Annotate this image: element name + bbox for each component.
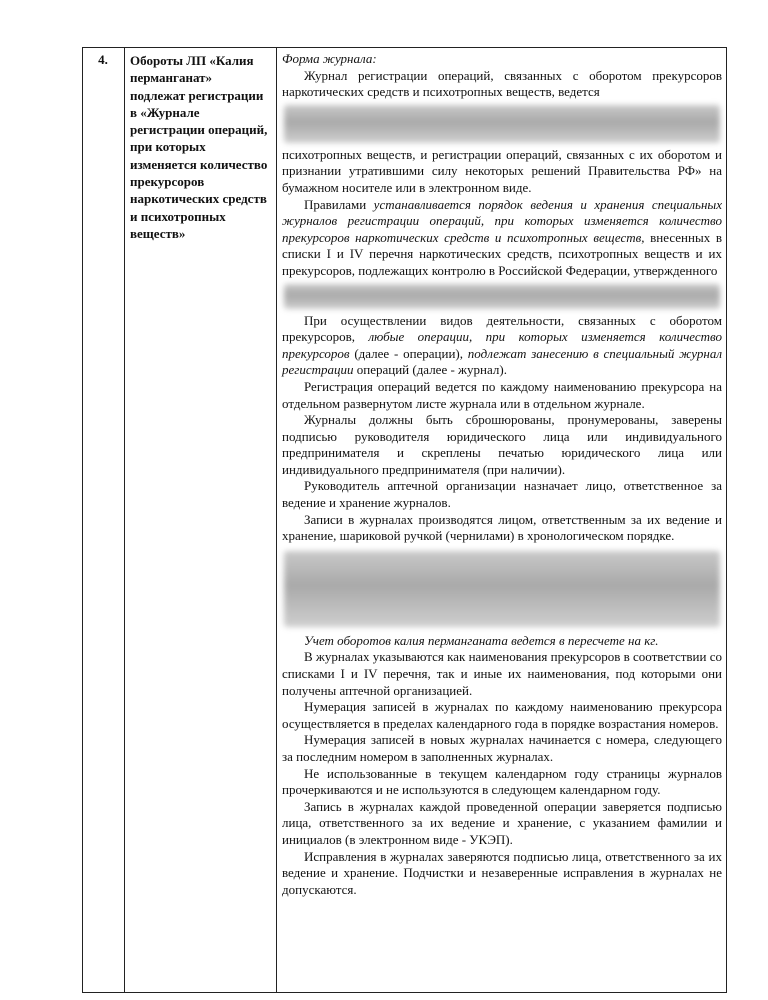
- column-divider-1: [124, 48, 125, 992]
- row-title: Обороты ЛП «Калия перманганат» подлежат регистрации в «Журнале регистрации операций, при которых изменяется количество прекурсоров наркотических средств и психотропных веществ»: [130, 53, 268, 241]
- paragraph-9: Учет оборотов калия перманганата ведется в пересчете на кг.: [304, 632, 659, 648]
- form-label: Форма журнала:: [282, 51, 377, 66]
- paragraph-15: Исправления в журналах заверяются подписью лица, ответственного за их ведение и хранение. Подчистки и незаверенные исправления в журналах не допускаются.: [282, 848, 722, 897]
- paragraph-10: В журналах указываются как наименования прекурсоров в соответствии со списками I и IV перечня, так и иные их наименования, под которыми они получены аптечной организацией.: [282, 649, 722, 698]
- row-number: 4.: [98, 52, 108, 67]
- paragraph-2: психотропных веществ, и регистрации операций, связанных с их оборотом и признании утратившими силу некоторых решений Правительства РФ» на бумажном носителе или в электронном виде.: [282, 146, 722, 195]
- redacted-block: [284, 551, 720, 627]
- regulation-table: [82, 47, 727, 993]
- paragraph-3: Правилами устанавливается порядок ведения и хранения специальных журналов регистрации операций, при которых изменяется количество прекурсоров наркотических средств и психотропных веществ, внесенных в списки I и IV перечня наркотических средств, психотропных веществ и их прекурсоров, подлежащих контролю в Российской Федерации, утвержденного: [282, 196, 722, 278]
- paragraph-7: Руководитель аптечной организации назначает лицо, ответственное за ведение и хранение журналов.: [282, 478, 722, 511]
- paragraph-14: Запись в журналах каждой проведенной операции заверяется подписью лица, ответственного за их ведение и хранение, с указанием фамилии и инициалов (в электронном виде - УКЭП).: [282, 798, 722, 847]
- paragraph-11: Нумерация записей в журналах по каждому наименованию прекурсора осуществляется в пределах календарного года в порядке возрастания номеров.: [282, 699, 722, 731]
- paragraph-6: Журналы должны быть сброшюрованы, пронумерованы, заверены подписью руководителя юридического лица или индивидуального предпринимателя и скреплены печатью юридического лица или индивидуального предпринимателя (при наличии).: [282, 412, 722, 477]
- paragraph-5: Регистрация операций ведется по каждому наименованию прекурсора на отдельном развернутом листе журнала или в отдельном журнале.: [282, 378, 722, 411]
- column-divider-2: [276, 48, 277, 992]
- redacted-block: [284, 105, 720, 143]
- paragraph-13: Не использованные в текущем календарном году страницы журналов прочеркиваются и не используются в следующем календарном году.: [282, 765, 722, 798]
- paragraph-12: Нумерация записей в новых журналах начинается с номера, следующего за последним номером в заполненных журналах.: [282, 732, 722, 764]
- redacted-block: [284, 284, 720, 309]
- content-cell: [282, 51, 722, 898]
- paragraph-4: При осуществлении видов деятельности, связанных с оборотом прекурсоров, любые операции, при которых изменяется количество прекурсоров (далее - операции), подлежат занесению в специальный журнал регистрации операций (далее - журнал).: [282, 312, 722, 378]
- paragraph-8: Записи в журналах производятся лицом, ответственным за их ведение и хранение, шариковой ручкой (чернилами) в хронологическом порядке.: [282, 511, 722, 544]
- paragraph-1: Журнал регистрации операций, связанных с оборотом прекурсоров наркотических средств и психотропных веществ, ведется: [282, 67, 722, 100]
